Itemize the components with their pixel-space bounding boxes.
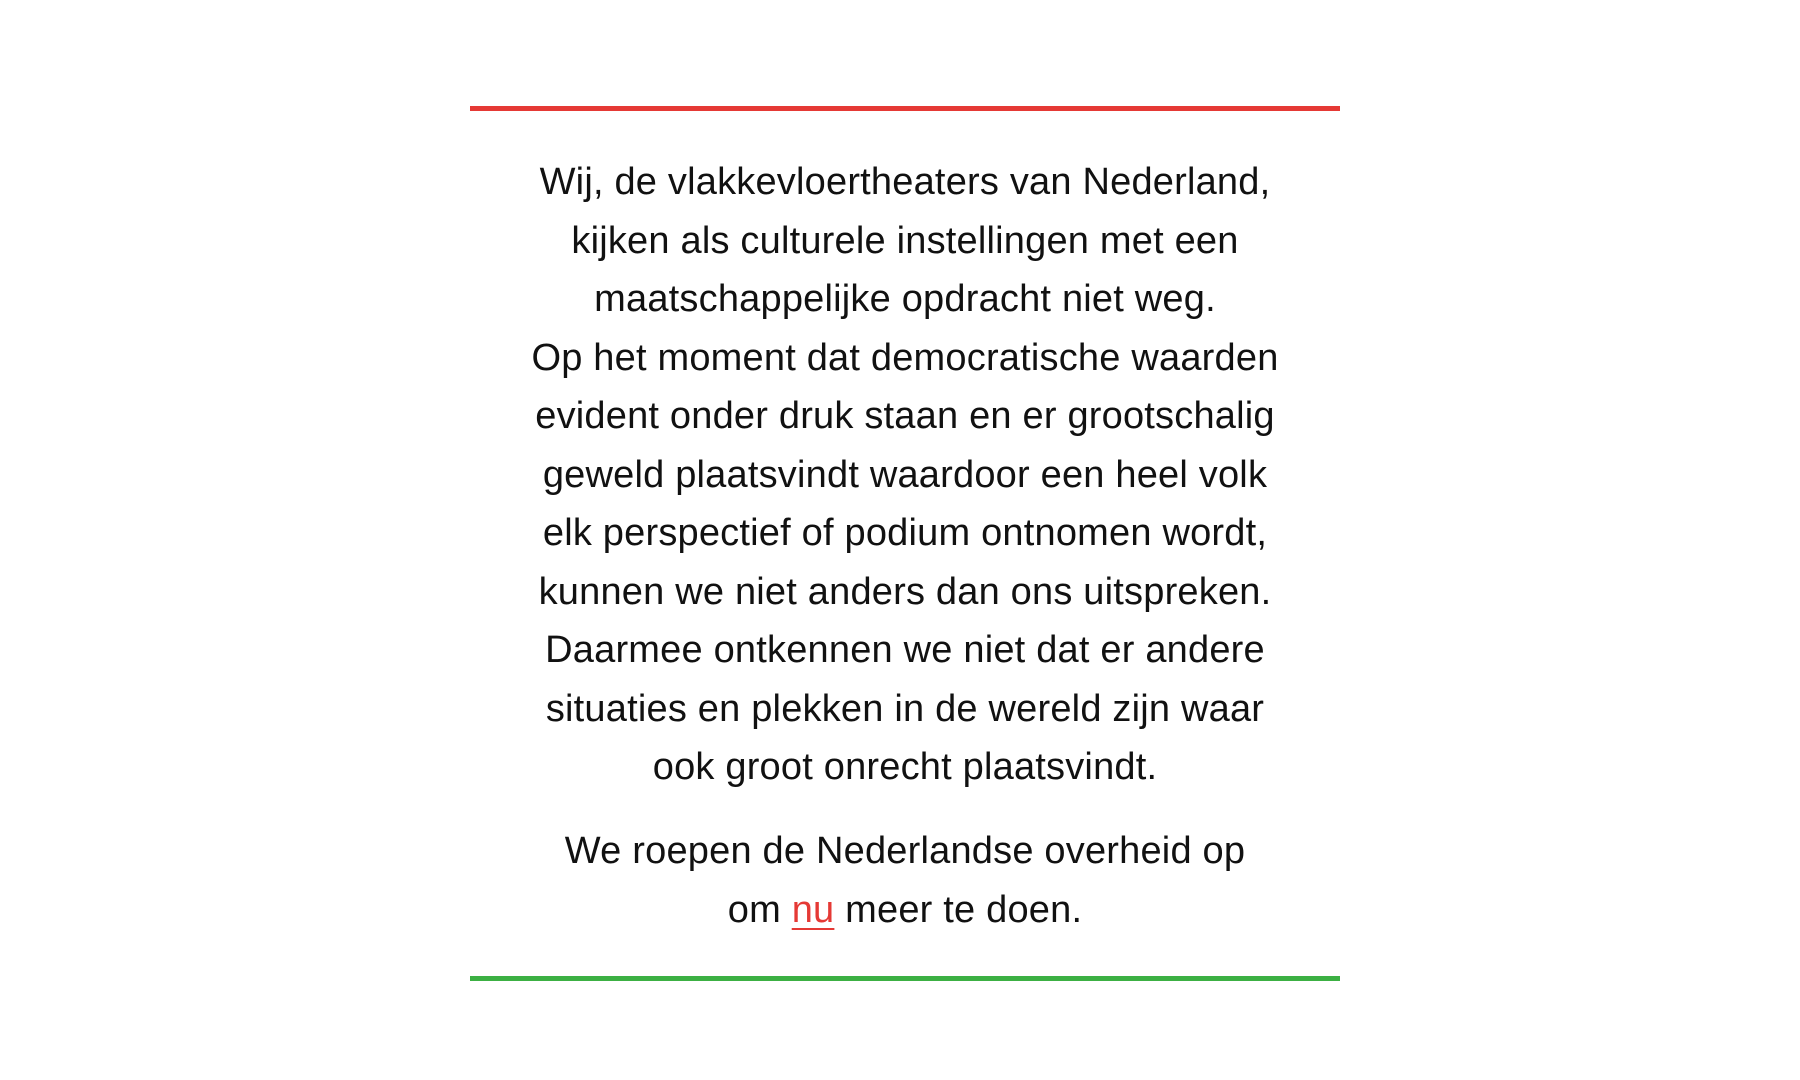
statement-line: ook groot onrecht plaatsvindt. xyxy=(652,746,1158,788)
statement-line: elk perspectief of podium ontnomen wordt, xyxy=(542,512,1268,554)
call-to-action-paragraph xyxy=(420,822,1390,939)
statement-line: Op het moment dat democratische waarden xyxy=(531,336,1279,379)
statement-line: maatschappelijke opdracht niet weg. xyxy=(594,278,1216,320)
call-to-action-text-before: om xyxy=(727,888,792,931)
call-to-action-text-after: meer te doen. xyxy=(834,888,1083,931)
statement-paragraph-1 xyxy=(420,153,1390,797)
statement-line: kunnen we niet anders dan ons uitspreken. xyxy=(538,570,1272,613)
bottom-green-rule xyxy=(470,976,1340,981)
statement-line: evident onder druk staan en er grootschalig xyxy=(535,395,1275,437)
call-to-action-line-1: We roepen de Nederlandse overheid op xyxy=(564,830,1246,872)
statement-line: Daarmee ontkennen we niet dat er andere xyxy=(545,629,1265,671)
statement-line: kijken als culturele instellingen met een xyxy=(571,219,1239,262)
statement-line: geweld plaatsvindt waardoor een heel volk xyxy=(542,453,1268,496)
highlighted-word-nu: nu xyxy=(791,888,835,931)
statement-line: situaties en plekken in de wereld zijn waar xyxy=(545,687,1265,730)
statement-line: Wij, de vlakkevloertheaters van Nederland, xyxy=(539,161,1271,203)
call-to-action-line-2 xyxy=(420,881,1390,940)
top-red-rule xyxy=(470,106,1340,111)
